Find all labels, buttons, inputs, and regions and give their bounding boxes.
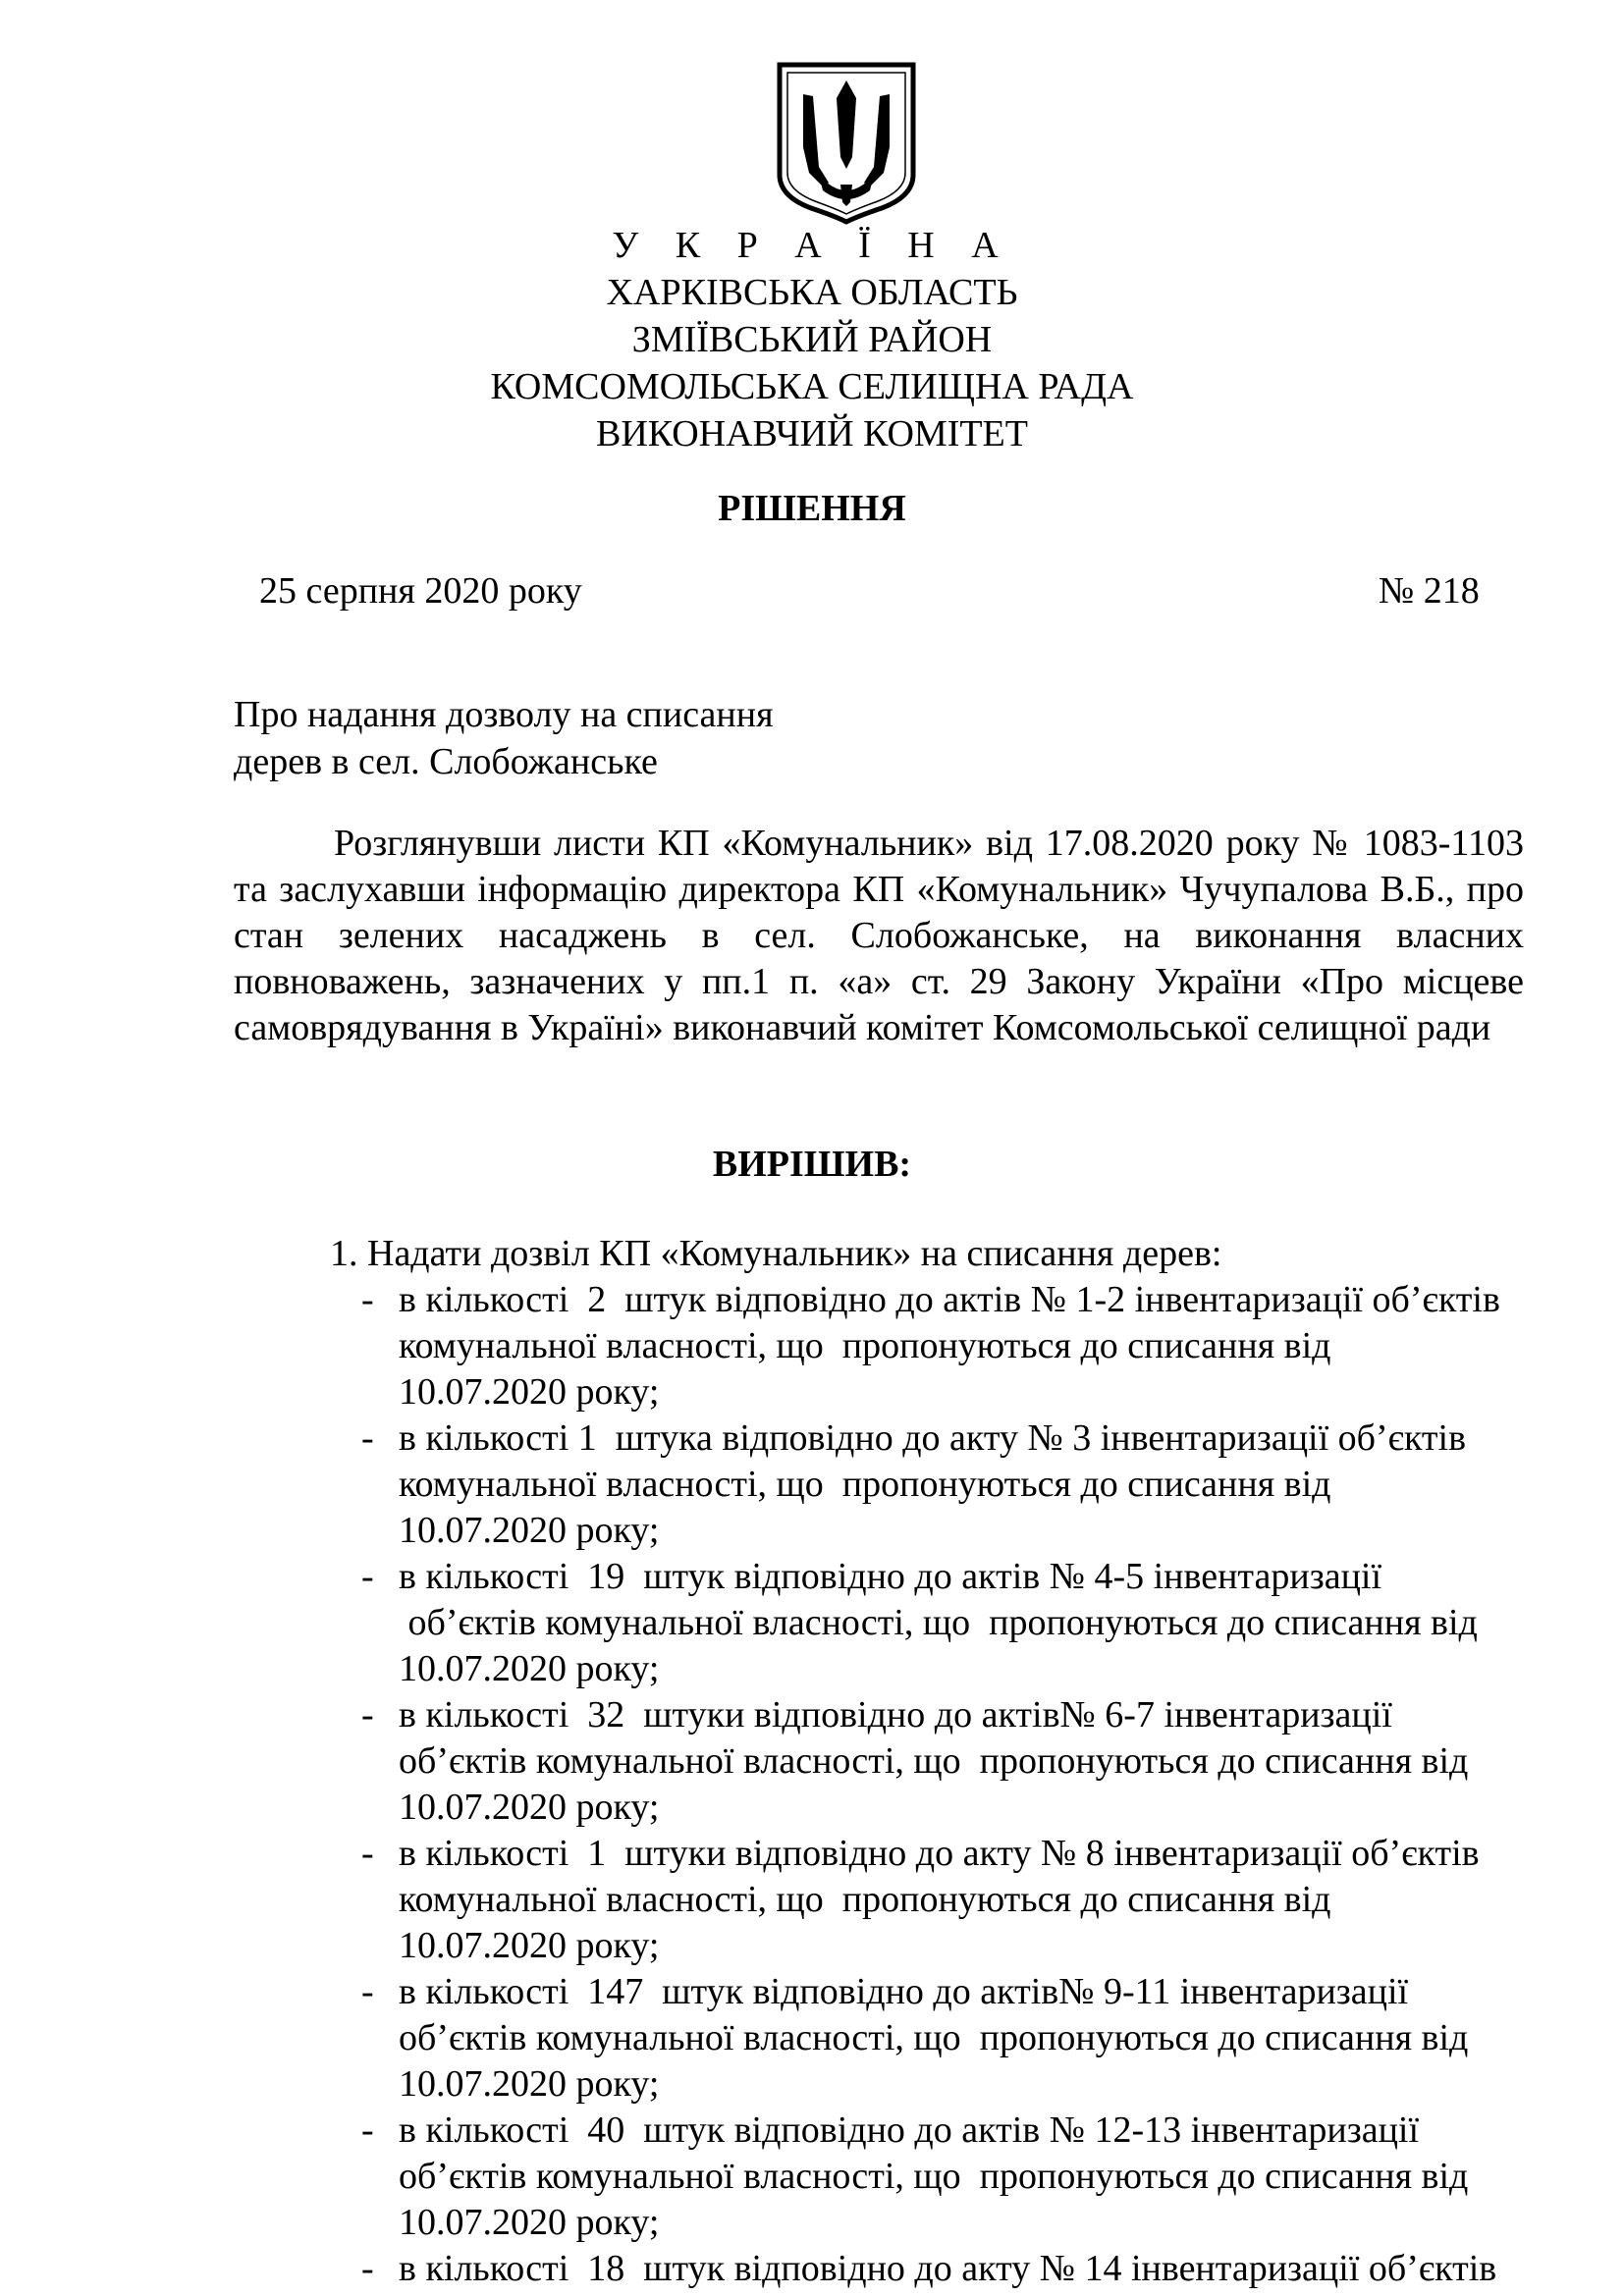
decision-subject bbox=[234, 691, 774, 785]
region-name: ХАРКІВСЬКА ОБЛАСТЬ bbox=[606, 272, 1018, 313]
list-item-line: в кількості 18 штук відповідно до акту № 14 інвентаризації об’єктів bbox=[399, 2248, 1497, 2289]
list-item bbox=[361, 1969, 1540, 2108]
list-item-line: 10.07.2020 року; bbox=[399, 1371, 660, 1413]
list-item-line: в кількості 32 штуки відповідно до актів№ 6-7 інвентаризації bbox=[399, 1694, 1392, 1735]
list-item-line: комунальної власності, що пропонуються до списання від bbox=[399, 1879, 1331, 1920]
list-item-line: 10.07.2020 року; bbox=[399, 2063, 660, 2105]
subject-line: Про надання дозволу на списання bbox=[234, 694, 774, 735]
list-item-line: комунальної власності, що пропонуються до списання від bbox=[399, 1464, 1331, 1505]
preamble-text: Розглянувши листи КП «Комунальник» від 17.08.2020 року № 1083-1103 та заслухавши інформацію директора КП «Комунальник» Чучупалова В.Б., про стан зелених насаджень в сел. Слобожанське, на виконання власних повноважень, зазначених у пп.1 п. «а» ст. 29 Закону України «Про місцеве самоврядування в Україні» виконавчий комітет Комсомольської селищної ради bbox=[234, 823, 1524, 1048]
subject-line: дерев в сел. Слобожанське bbox=[234, 741, 658, 782]
list-item bbox=[361, 1554, 1540, 1692]
list-dash: - bbox=[361, 1833, 374, 1874]
list-item-line: в кількості 1 штуки відповідно до акту № 8 інвентаризації об’єктів bbox=[399, 1833, 1480, 1874]
list-dash: - bbox=[361, 1279, 374, 1320]
list-item-line: об’єктів комунальної власності, що пропонуються до списання від bbox=[399, 1602, 1478, 1643]
document-header bbox=[0, 222, 1624, 457]
list-item bbox=[361, 2246, 1540, 2292]
list-item-line: 10.07.2020 року; bbox=[399, 1510, 660, 1551]
list-item bbox=[361, 2108, 1540, 2246]
list-dash: - bbox=[361, 1556, 374, 1597]
list-item bbox=[361, 1415, 1540, 1554]
district-name: ЗМІЇВСЬКИЙ РАЙОН bbox=[631, 319, 993, 360]
decision-date: 25 серпня 2020 року bbox=[259, 570, 582, 612]
sub-items-list bbox=[361, 1277, 1540, 2292]
list-item-line: в кількості 147 штук відповідно до актів№ 9-11 інвентаризації bbox=[399, 1971, 1409, 2012]
list-item-line: 10.07.2020 року; bbox=[399, 2202, 660, 2243]
list-item bbox=[361, 1277, 1540, 1415]
decision-number: № 218 bbox=[1379, 570, 1480, 612]
list-dash: - bbox=[361, 2109, 374, 2151]
list-item-line: об’єктів комунальної власності, що пропонуються до списання від bbox=[399, 2156, 1469, 2197]
list-item bbox=[361, 1692, 1540, 1831]
list-dash: - bbox=[361, 2248, 374, 2289]
list-item-line: об’єктів комунальної власності, що пропонуються до списання від bbox=[399, 2017, 1469, 2058]
list-item-line: 10.07.2020 року; bbox=[399, 1787, 660, 1828]
list-item-line: в кількості 1 штука відповідно до акту № 3 інвентаризації об’єктів bbox=[399, 1417, 1467, 1459]
list-item-line: в кількості 40 штук відповідно до актів № 12-13 інвентаризації bbox=[399, 2109, 1420, 2151]
council-name: КОМСОМОЛЬСЬКА СЕЛИЩНА РАДА bbox=[490, 366, 1134, 407]
list-dash: - bbox=[361, 1694, 374, 1735]
list-dash: - bbox=[361, 1971, 374, 2012]
list-item-line: в кількості 19 штук відповідно до актів № 4-5 інвентаризації bbox=[399, 1556, 1382, 1597]
decided-heading: ВИРІШИВ: bbox=[712, 1144, 912, 1185]
list-item bbox=[361, 1831, 1540, 1969]
list-item-line: комунальної власності, що пропонуються до списання від bbox=[399, 1325, 1331, 1366]
list-item-line: об’єктів комунальної власності, що пропонуються до списання від bbox=[399, 1740, 1469, 1782]
committee-name: ВИКОНАВЧИЙ КОМІТЕТ bbox=[596, 413, 1028, 454]
decision-item-1: 1. Надати дозвіл КП «Комунальник» на списання дерев: bbox=[330, 1233, 1222, 1274]
list-dash: - bbox=[361, 1417, 374, 1459]
country-name: У К Р А Ї Н А bbox=[612, 225, 1012, 266]
list-item-line: 10.07.2020 року; bbox=[399, 1925, 660, 1966]
list-item-line: в кількості 2 штук відповідно до актів № 1-2 інвентаризації об’єктів bbox=[399, 1279, 1500, 1320]
preamble-paragraph bbox=[234, 821, 1524, 1051]
list-item-line: 10.07.2020 року; bbox=[399, 1648, 660, 1689]
document-title: РІШЕННЯ bbox=[718, 488, 906, 529]
trident-emblem-icon bbox=[774, 59, 919, 226]
